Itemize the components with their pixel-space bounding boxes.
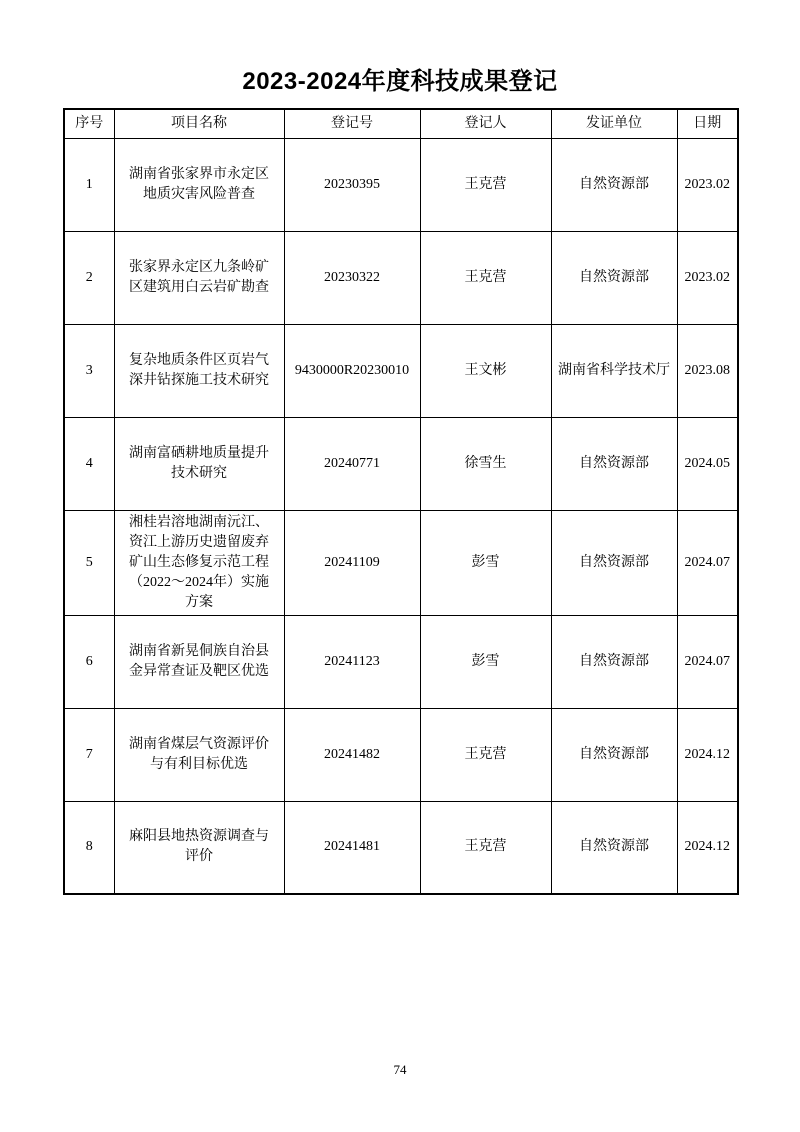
cell-no: 5 [64, 510, 114, 615]
table-header-row [64, 109, 738, 138]
cell-registrant: 王克营 [420, 801, 551, 894]
cell-date: 2024.12 [677, 708, 738, 801]
cell-date: 2024.07 [677, 510, 738, 615]
column-header-date: 日期 [677, 109, 738, 138]
cell-date: 2023.02 [677, 138, 738, 231]
cell-date: 2024.05 [677, 417, 738, 510]
cell-name: 麻阳县地热资源调查与评价 [114, 801, 284, 894]
registration-table [63, 108, 739, 895]
table-row [64, 231, 738, 324]
cell-issuer: 自然资源部 [551, 138, 677, 231]
cell-no: 4 [64, 417, 114, 510]
table-body [64, 138, 738, 894]
table-row [64, 801, 738, 894]
cell-registrant: 王克营 [420, 231, 551, 324]
cell-date: 2023.08 [677, 324, 738, 417]
cell-reg_no: 20241123 [284, 615, 420, 708]
cell-issuer: 湖南省科学技术厅 [551, 324, 677, 417]
cell-name: 湖南富硒耕地质量提升技术研究 [114, 417, 284, 510]
cell-reg_no: 20240771 [284, 417, 420, 510]
page-title: 2023-2024年度科技成果登记 [242, 68, 558, 95]
cell-issuer: 自然资源部 [551, 708, 677, 801]
cell-no: 7 [64, 708, 114, 801]
cell-name: 湖南省新晃侗族自治县金异常查证及靶区优选 [114, 615, 284, 708]
cell-issuer: 自然资源部 [551, 801, 677, 894]
cell-date: 2024.12 [677, 801, 738, 894]
column-header-reg_no: 登记号 [284, 109, 420, 138]
table-row [64, 510, 738, 615]
cell-name: 湘桂岩溶地湖南沅江、资江上游历史遗留废弃矿山生态修复示范工程（2022～2024年）实施方案 [114, 510, 284, 615]
cell-reg_no: 9430000R20230010 [284, 324, 420, 417]
cell-no: 8 [64, 801, 114, 894]
cell-name: 张家界永定区九条岭矿区建筑用白云岩矿勘查 [114, 231, 284, 324]
cell-reg_no: 20230395 [284, 138, 420, 231]
cell-name: 复杂地质条件区页岩气深井钻探施工技术研究 [114, 324, 284, 417]
cell-date: 2024.07 [677, 615, 738, 708]
cell-registrant: 王克营 [420, 138, 551, 231]
column-header-registrant: 登记人 [420, 109, 551, 138]
cell-reg_no: 20241109 [284, 510, 420, 615]
cell-issuer: 自然资源部 [551, 417, 677, 510]
table-row [64, 708, 738, 801]
cell-date: 2023.02 [677, 231, 738, 324]
cell-no: 1 [64, 138, 114, 231]
table-row [64, 324, 738, 417]
column-header-issuer: 发证单位 [551, 109, 677, 138]
cell-registrant: 徐雪生 [420, 417, 551, 510]
page-number: 74 [393, 1062, 407, 1077]
cell-name: 湖南省张家界市永定区地质灾害风险普查 [114, 138, 284, 231]
cell-reg_no: 20230322 [284, 231, 420, 324]
table-row [64, 138, 738, 231]
cell-issuer: 自然资源部 [551, 231, 677, 324]
table-row [64, 615, 738, 708]
cell-registrant: 彭雪 [420, 510, 551, 615]
column-header-name: 项目名称 [114, 109, 284, 138]
cell-registrant: 王文彬 [420, 324, 551, 417]
cell-registrant: 王克营 [420, 708, 551, 801]
column-header-no: 序号 [64, 109, 114, 138]
cell-registrant: 彭雪 [420, 615, 551, 708]
cell-issuer: 自然资源部 [551, 615, 677, 708]
cell-name: 湖南省煤层气资源评价与有利目标优选 [114, 708, 284, 801]
cell-no: 2 [64, 231, 114, 324]
cell-reg_no: 20241481 [284, 801, 420, 894]
cell-no: 6 [64, 615, 114, 708]
cell-reg_no: 20241482 [284, 708, 420, 801]
cell-no: 3 [64, 324, 114, 417]
cell-issuer: 自然资源部 [551, 510, 677, 615]
table-row [64, 417, 738, 510]
